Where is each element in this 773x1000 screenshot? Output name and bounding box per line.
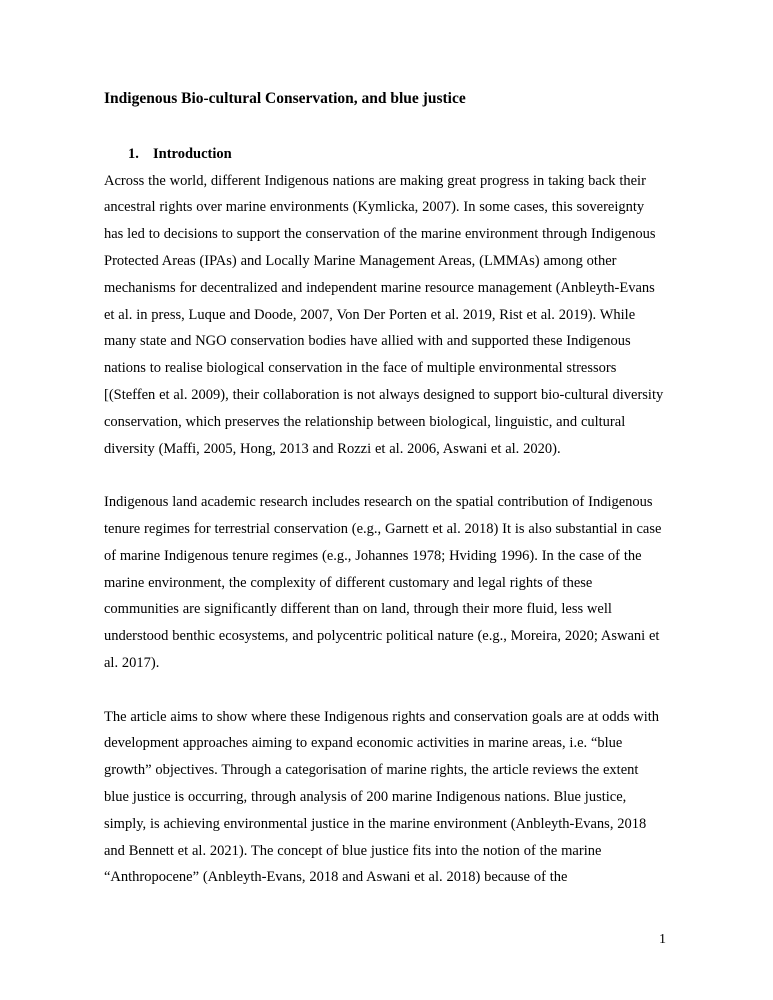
page-footer (659, 931, 666, 949)
paragraph-introduction-2: Indigenous land academic research includes research on the spatial contribution of Indigenous tenure regimes for terrestrial conservation (e.g., Garnett et al. 2018) It is also substantial in case of marine Indigenous tenure regimes (e.g., Johannes 1978; Hviding 1996). In the case of the marine environment, the complexity of different customary and legal rights of these communities are significantly different than on land, through their more fluid, less well understood benthic ecosystems, and polycentric political nature (e.g., Moreira, 2020; Aswani et al. 2017). (104, 494, 662, 671)
section-heading (104, 141, 666, 168)
document-title: Indigenous Bio-cultural Conservation, and blue justice (104, 90, 466, 107)
paragraph-introduction-1: Across the world, different Indigenous nations are making great progress in taking back their ancestral rights over marine environments (Kymlicka, 2007). In some cases, this sovereignty has led to decisions to support the conservation of the marine environment through Indigenous Protected Areas (IPAs) and Locally Marine Management Areas, (LMMAs) among other mechanisms for decentralized and independent marine resource management (Anbleyth-Evans et al. in press, Luque and Doode, 2007, Von Der Porten et al. 2019, Rist et al. 2019). While many state and NGO conservation bodies have allied with and supported these Indigenous nations to realise biological conservation in the face of multiple environmental stressors [(Steffen et al. 2009), their collaboration is not always designed to support bio-cultural diversity conservation, which preserves the relationship between biological, linguistic, and cultural diversity (Maffi, 2005, Hong, 2013 and Rozzi et al. 2006, Aswani et al. 2020). (104, 172, 664, 457)
section-heading-label: Introduction (153, 145, 232, 162)
section-number: 1. (128, 145, 139, 162)
paragraph-introduction-3: The article aims to show where these Indigenous rights and conservation goals are at odds with development approaches aiming to expand economic activities in marine areas, i.e. “blue growth” objectives. Through a categorisation of marine rights, the article reviews the extent blue justice is occurring, through analysis of 200 marine Indigenous nations. Blue justice, simply, is achieving environmental justice in the marine environment (Anbleyth-Evans, 2018 and Bennett et al. 2021). The concept of blue justice fits into the notion of the marine “Anthropocene” (Anbleyth-Evans, 2018 and Aswani et al. 2018) because of the (104, 708, 660, 886)
page-number: 1 (659, 932, 666, 947)
